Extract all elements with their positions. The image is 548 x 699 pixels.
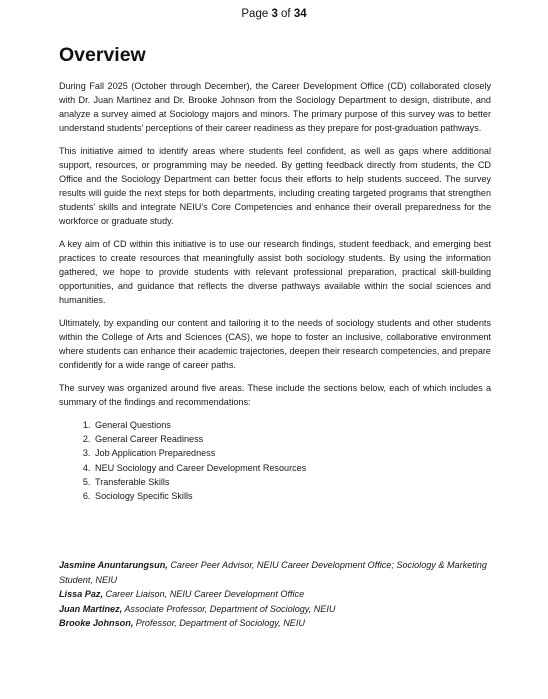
current-page: 3	[271, 8, 278, 20]
paragraph-2: This initiative aimed to identify areas where students feel confident, as well as gaps where additional support, resources, or programming may be needed. By getting feedback directly from students, the CD Office and the Sociology Department can better focus their efforts to help students succeed. The survey results will guide the next steps for both departments, including creating targeted programs that strengthen students’ skills and integrate NEIU’s Core Competencies and enhance their overall preparedness for the workforce or graduate study.	[59, 146, 491, 226]
paragraph-5: The survey was organized around five areas. These include the sections below, each of which includes a summary of the findings and recommendations:	[59, 383, 491, 407]
author-role: Career Liaison, NEIU Career Development Office	[102, 589, 305, 599]
list-item: 5. Transferable Skills	[93, 475, 491, 489]
page-label: Page	[241, 8, 272, 20]
author-name: Juan Martinez,	[59, 603, 123, 614]
list-item: 4. NEU Sociology and Career Development Resources	[93, 461, 491, 475]
author-role: Career Peer Advisor, NEIU Career Development Office; Sociology & Marketing Student, NEIU	[59, 560, 487, 585]
credit-line	[59, 616, 491, 631]
author-name: Brooke Johnson,	[59, 618, 134, 628]
list-item: 6. Sociology Specific Skills	[93, 489, 491, 503]
credit-line	[59, 587, 491, 602]
list-item: 3. Job Application Preparedness	[93, 446, 491, 460]
credit-line	[59, 602, 491, 617]
credit-line	[59, 558, 491, 587]
list-item: 2. General Career Readiness	[93, 432, 491, 446]
author-role: Professor, Department of Sociology, NEIU	[133, 618, 305, 628]
survey-sections-list	[59, 418, 491, 503]
total-pages: 34	[293, 8, 307, 20]
list-item: 1. General Questions	[93, 418, 491, 432]
paragraph-4: Ultimately, by expanding our content and tailoring it to the needs of sociology students and other students within the College of Arts and Sciences (CAS), we hope to foster an inclusive, collaborative environment where students can enhance their academic trajectories, deepen their research competencies, and prepare confidently for a wide range of career paths.	[59, 318, 491, 370]
paragraph-1: During Fall 2025 (October through December), the Career Development Office (CD) collaborated closely with Dr. Juan Martinez and Dr. Brooke Johnson from the Sociology Department to design, distribute, and analyze a survey aimed at Sociology majors and minors. The primary purpose of this survey was to better understand students’ perceptions of their career readiness as they prepare for post-graduation pathways.	[59, 81, 491, 133]
author-name: Jasmine Anuntarungsun,	[59, 560, 168, 570]
page-number-header	[0, 8, 548, 20]
author-role: Associate Professor, Department of Sociology, NEIU	[122, 603, 336, 614]
section-title: Overview	[59, 44, 146, 66]
author-name: Lissa Paz,	[59, 589, 103, 599]
document-body	[59, 44, 491, 503]
page-of-label: of	[277, 8, 294, 20]
author-credits	[59, 558, 491, 631]
paragraph-3: A key aim of CD within this initiative is to use our research findings, student feedback, and emerging best practices to create resources that meaningfully assist both sociology students. By using the information gathered, we hope to provide students with relevant professional preparation, practical skill-building opportunities, and guidance that reflects the diverse pathways available within the social sciences and humanities.	[59, 239, 491, 305]
